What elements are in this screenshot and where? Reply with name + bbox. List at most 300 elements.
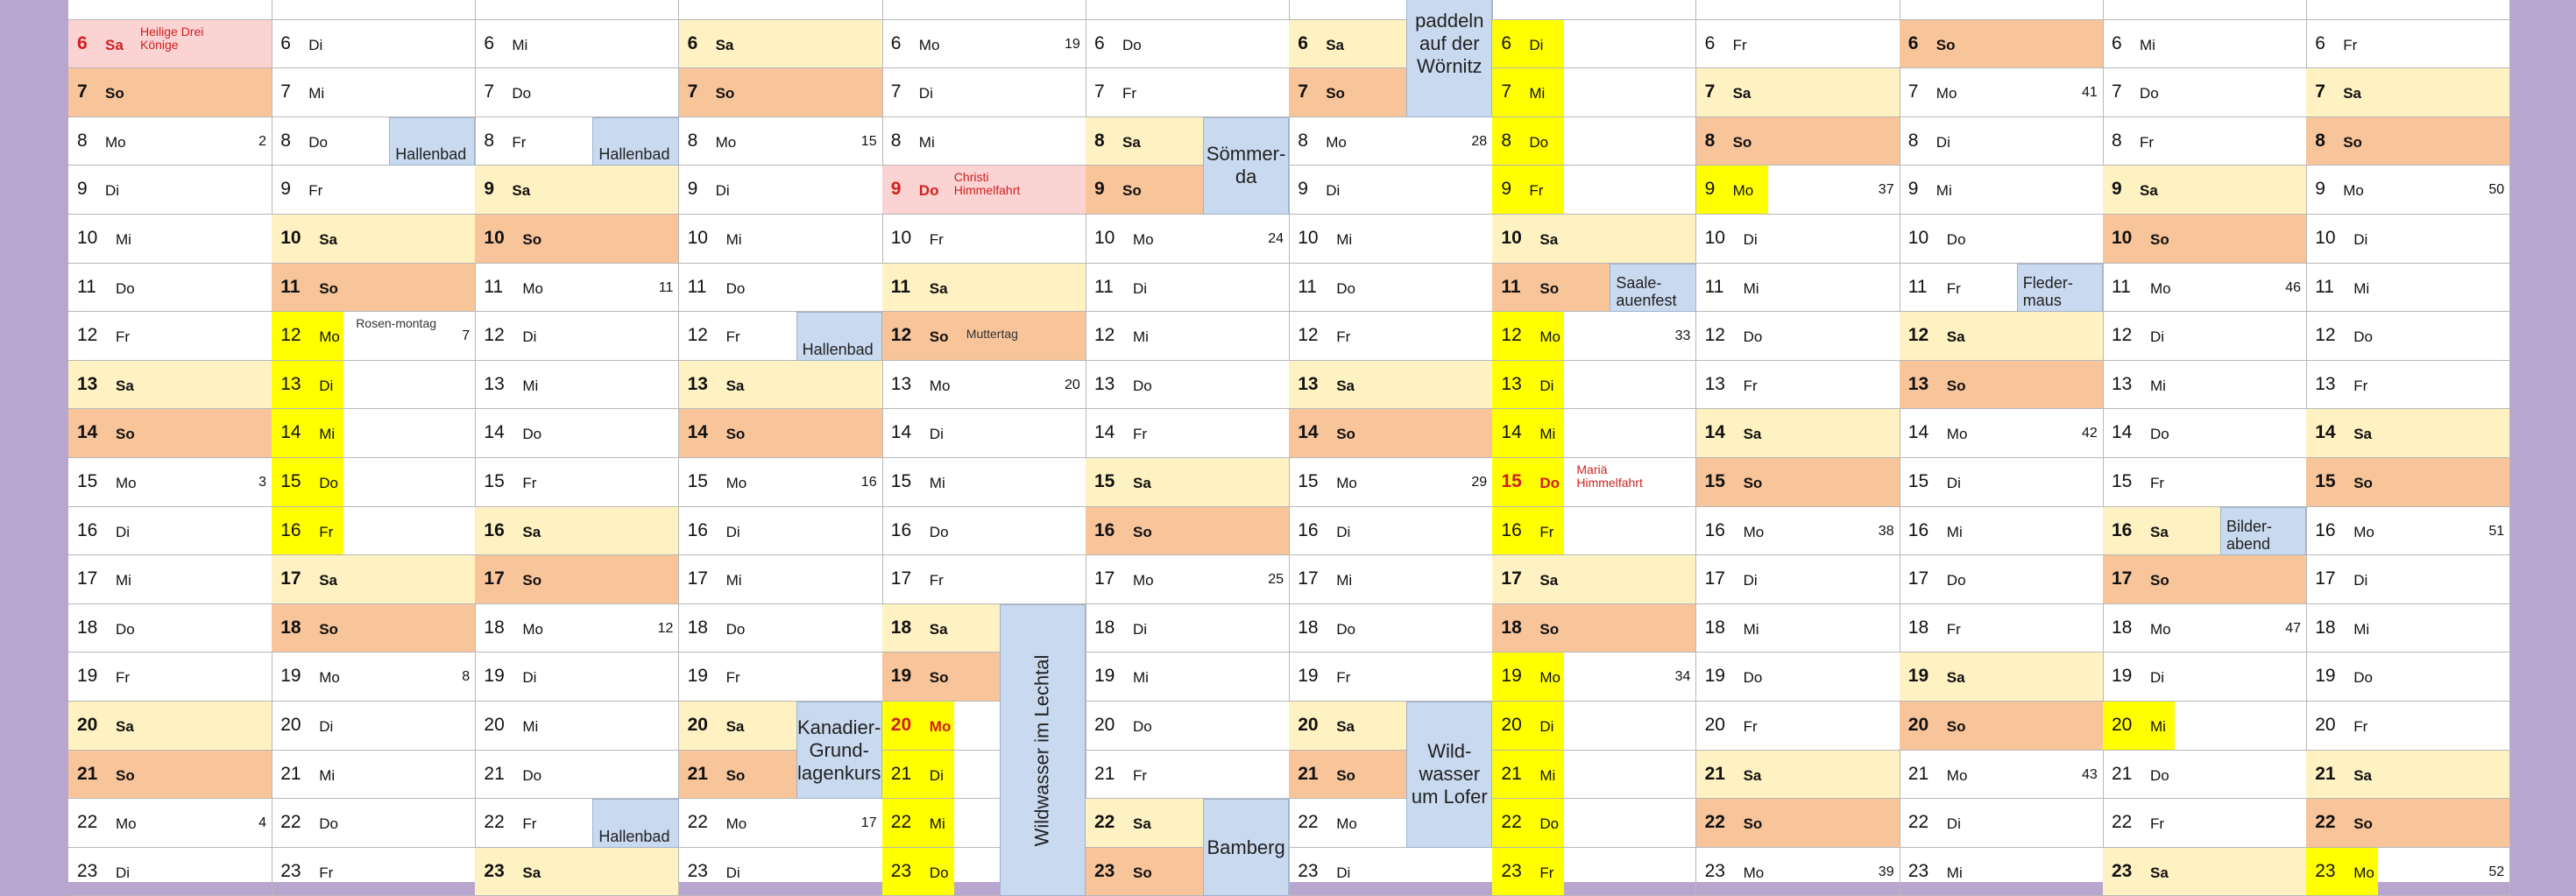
- weekday-label: Sa: [929, 279, 948, 297]
- day-cell[interactable]: [272, 361, 476, 410]
- event-bilderabend[interactable]: [2220, 507, 2306, 556]
- day-number: 23: [687, 860, 708, 881]
- day-number: 11: [484, 276, 504, 297]
- day-cell[interactable]: [1086, 20, 1290, 69]
- day-cell[interactable]: [679, 604, 883, 653]
- weekday-label: Sa: [1743, 766, 1762, 784]
- day-cell[interactable]: [272, 312, 476, 361]
- day-cell[interactable]: [1900, 458, 2104, 507]
- day-cell[interactable]: [1492, 409, 1696, 458]
- day-cell[interactable]: [1900, 68, 2104, 117]
- day-cell[interactable]: [1492, 702, 1696, 751]
- day-cell[interactable]: [68, 20, 272, 69]
- day-number: 13: [2112, 373, 2133, 394]
- day-cell[interactable]: [882, 215, 1086, 264]
- day-cell[interactable]: [1492, 507, 1696, 556]
- day-cell[interactable]: [68, 751, 272, 800]
- day-cell[interactable]: [1696, 848, 1900, 896]
- day-cell[interactable]: [475, 458, 679, 507]
- day-cell[interactable]: [1086, 702, 1290, 751]
- day-cell[interactable]: [679, 361, 883, 410]
- day-number: 13: [484, 373, 505, 394]
- event-bamberg[interactable]: [1203, 799, 1289, 896]
- day-cell[interactable]: [475, 20, 679, 69]
- event-woernitz[interactable]: [1406, 0, 1492, 117]
- day-cell[interactable]: [1086, 361, 1290, 410]
- day-cell[interactable]: [1492, 799, 1696, 848]
- day-cell[interactable]: [2103, 409, 2307, 458]
- day-cell[interactable]: [2103, 215, 2307, 264]
- day-cell[interactable]: [1900, 702, 2104, 751]
- day-cell[interactable]: [1900, 799, 2104, 848]
- weekday-label: Fr: [1336, 669, 1351, 687]
- event-hallenbad-mar8[interactable]: [389, 117, 475, 166]
- event-kanadier[interactable]: [796, 702, 882, 799]
- day-cell[interactable]: [475, 555, 679, 604]
- day-cell[interactable]: [2306, 751, 2510, 800]
- day-cell[interactable]: [882, 166, 1086, 215]
- day-cell[interactable]: [1492, 604, 1696, 653]
- weekday-label: Do: [2353, 328, 2373, 346]
- day-cell[interactable]: [2306, 215, 2510, 264]
- day-number: 11: [1501, 276, 1521, 297]
- weekday-label: Mi: [308, 85, 325, 102]
- day-cell[interactable]: [2306, 458, 2510, 507]
- weekday-label: Mo: [725, 815, 747, 833]
- day-number: 18: [280, 617, 301, 638]
- day-cell[interactable]: [1492, 555, 1696, 604]
- day-cell[interactable]: [1492, 848, 1696, 896]
- event-hallenbad-mar8[interactable]: [592, 117, 678, 166]
- day-cell[interactable]: [1696, 312, 1900, 361]
- day-cell[interactable]: [1492, 361, 1696, 410]
- weekday-label: Di: [1539, 377, 1554, 394]
- day-cell[interactable]: [1289, 264, 1493, 313]
- day-number: 15: [1704, 471, 1725, 491]
- day-cell[interactable]: [1696, 751, 1900, 800]
- day-cell[interactable]: [68, 799, 272, 848]
- weekday-label: So: [2150, 572, 2169, 589]
- day-cell[interactable]: [272, 409, 476, 458]
- day-cell[interactable]: [1696, 799, 1900, 848]
- day-cell[interactable]: [475, 215, 679, 264]
- weekday-label: Sa: [2353, 766, 2372, 784]
- event-wildwasser-lechtal[interactable]: [1000, 604, 1086, 896]
- day-cell[interactable]: [882, 117, 1086, 166]
- weekday-label: Mo: [319, 669, 340, 687]
- weekday-label: Di: [116, 523, 131, 540]
- day-cell[interactable]: [2103, 555, 2307, 604]
- holiday-note: Heilige Drei Könige: [140, 24, 204, 52]
- day-cell[interactable]: [2306, 68, 2510, 117]
- event-hallenbad-apr12[interactable]: [796, 312, 882, 361]
- day-cell[interactable]: [2306, 848, 2510, 896]
- day-cell[interactable]: [1900, 409, 2104, 458]
- day-cell[interactable]: [1900, 507, 2104, 556]
- day-cell[interactable]: [2306, 604, 2510, 653]
- day-cell[interactable]: [1289, 458, 1493, 507]
- weekday-label: Do: [1529, 133, 1549, 151]
- weekday-label: Do: [2150, 426, 2169, 443]
- weekday-label: So: [929, 328, 949, 346]
- day-cell[interactable]: [272, 555, 476, 604]
- day-number: 14: [687, 422, 708, 443]
- day-cell[interactable]: [1696, 507, 1900, 556]
- day-cell[interactable]: [272, 507, 476, 556]
- day-cell[interactable]: [2103, 702, 2307, 751]
- day-cell[interactable]: [1086, 264, 1290, 313]
- day-cell[interactable]: [2306, 799, 2510, 848]
- weekday-label: Mi: [2150, 377, 2166, 394]
- day-number: 6: [2112, 32, 2122, 53]
- weekday-label: Mi: [2353, 279, 2370, 297]
- day-cell[interactable]: [475, 751, 679, 800]
- weekday-label: Mi: [319, 766, 336, 784]
- day-cell[interactable]: [1289, 166, 1493, 215]
- event-lofer[interactable]: [1406, 702, 1492, 848]
- day-cell[interactable]: [2306, 409, 2510, 458]
- day-number: 11: [890, 276, 910, 297]
- day-cell[interactable]: [272, 264, 476, 313]
- day-cell[interactable]: [272, 215, 476, 264]
- day-number: 15: [2315, 471, 2336, 491]
- weekday-label: So: [1539, 279, 1560, 297]
- day-cell[interactable]: [1086, 215, 1290, 264]
- day-cell[interactable]: [1696, 117, 1900, 166]
- day-number: 22: [77, 812, 98, 833]
- day-cell[interactable]: [1492, 117, 1696, 166]
- day-cell[interactable]: [2103, 20, 2307, 69]
- day-cell[interactable]: [68, 68, 272, 117]
- day-number: 7: [687, 81, 698, 102]
- day-cell[interactable]: [679, 653, 883, 702]
- day-cell[interactable]: [475, 653, 679, 702]
- day-cell[interactable]: [1086, 409, 1290, 458]
- weekday-label: Sa: [1133, 475, 1151, 491]
- day-cell[interactable]: [1086, 604, 1290, 653]
- day-cell[interactable]: [272, 604, 476, 653]
- day-cell[interactable]: [1086, 555, 1290, 604]
- day-cell[interactable]: [882, 68, 1086, 117]
- day-cell[interactable]: [2103, 312, 2307, 361]
- day-cell[interactable]: [272, 848, 476, 896]
- weekday-label: Sa: [1732, 85, 1752, 102]
- day-cell[interactable]: [1492, 20, 1696, 69]
- day-cell[interactable]: [1696, 653, 1900, 702]
- weekday-label: Fr: [2353, 718, 2368, 735]
- day-cell[interactable]: [2306, 507, 2510, 556]
- day-cell[interactable]: [1696, 20, 1900, 69]
- day-cell[interactable]: [272, 166, 476, 215]
- day-cell[interactable]: [1492, 458, 1696, 507]
- day-cell[interactable]: [475, 507, 679, 556]
- day-cell[interactable]: [475, 68, 679, 117]
- day-cell[interactable]: [1900, 751, 2104, 800]
- weekday-label: So: [1743, 475, 1763, 491]
- week-number: 33: [1674, 328, 1691, 344]
- day-cell[interactable]: [2306, 361, 2510, 410]
- weekday-label: So: [1946, 718, 1966, 735]
- day-number: 11: [1094, 276, 1114, 297]
- day-cell[interactable]: [1086, 507, 1290, 556]
- day-cell[interactable]: [1289, 409, 1493, 458]
- weekday-label: Do: [929, 864, 949, 881]
- day-cell[interactable]: [1086, 751, 1290, 800]
- day-cell[interactable]: [679, 264, 883, 313]
- day-cell[interactable]: [2306, 20, 2510, 69]
- day-cell[interactable]: [475, 409, 679, 458]
- weekday-label: Do: [1336, 279, 1355, 297]
- day-cell[interactable]: [1492, 653, 1696, 702]
- day-cell[interactable]: [882, 409, 1086, 458]
- weekday-label: Mi: [1133, 328, 1149, 346]
- event-saaleauenfest[interactable]: [1610, 264, 1695, 313]
- day-cell[interactable]: [68, 166, 272, 215]
- day-cell[interactable]: [1696, 68, 1900, 117]
- day-cell[interactable]: [1492, 166, 1696, 215]
- holiday-note: Muttertag: [966, 327, 1018, 342]
- day-cell[interactable]: [679, 20, 883, 69]
- day-cell[interactable]: [1289, 215, 1493, 264]
- day-cell[interactable]: [475, 848, 679, 896]
- day-cell[interactable]: [1696, 702, 1900, 751]
- day-cell[interactable]: [2103, 848, 2307, 896]
- holiday-note: Mariä Himmelfahrt: [1576, 462, 1643, 490]
- day-cell[interactable]: [68, 507, 272, 556]
- event-label: Bilder-abend: [2226, 518, 2273, 554]
- day-cell[interactable]: [1696, 458, 1900, 507]
- day-cell[interactable]: [475, 264, 679, 313]
- day-cell[interactable]: [272, 20, 476, 69]
- day-cell[interactable]: [1900, 215, 2104, 264]
- day-cell[interactable]: [1289, 507, 1493, 556]
- day-cell[interactable]: [1696, 166, 1900, 215]
- day-cell[interactable]: [68, 409, 272, 458]
- day-cell[interactable]: [2103, 751, 2307, 800]
- day-cell[interactable]: [679, 117, 883, 166]
- day-cell[interactable]: [68, 264, 272, 313]
- day-cell[interactable]: [1086, 312, 1290, 361]
- day-cell[interactable]: [2103, 68, 2307, 117]
- day-number: 6: [1298, 32, 1308, 53]
- weekday-label: Di: [2150, 669, 2165, 687]
- event-soemmerda[interactable]: [1203, 117, 1289, 215]
- day-cell[interactable]: [2103, 604, 2307, 653]
- weekday-label: Sa: [1539, 572, 1559, 589]
- weekday-label: Mo: [1539, 328, 1561, 346]
- weekday-label: Di: [2353, 572, 2368, 589]
- day-number: 11: [2315, 276, 2334, 297]
- day-number: 12: [890, 325, 912, 346]
- weekday-label: Di: [1946, 475, 1961, 491]
- day-number: 8: [1501, 130, 1512, 151]
- day-cell[interactable]: [1289, 117, 1493, 166]
- day-cell[interactable]: [1900, 848, 2104, 896]
- day-cell[interactable]: [2103, 361, 2307, 410]
- day-cell[interactable]: [1900, 361, 2104, 410]
- day-cell[interactable]: [679, 799, 883, 848]
- day-cell[interactable]: [2306, 653, 2510, 702]
- day-cell[interactable]: [1289, 848, 1493, 896]
- day-cell[interactable]: [68, 555, 272, 604]
- day-cell[interactable]: [2103, 799, 2307, 848]
- day-cell[interactable]: [882, 458, 1086, 507]
- day-number: 21: [484, 763, 505, 784]
- weekday-label: Fr: [1539, 864, 1554, 881]
- day-cell[interactable]: [2306, 702, 2510, 751]
- day-cell[interactable]: [272, 751, 476, 800]
- day-cell[interactable]: [679, 848, 883, 896]
- day-cell[interactable]: [882, 264, 1086, 313]
- day-cell[interactable]: [1900, 555, 2104, 604]
- weekday-label: Mo: [1743, 864, 1765, 881]
- day-cell[interactable]: [68, 312, 272, 361]
- weekday-label: Fr: [1122, 85, 1137, 102]
- day-cell-partial: [1900, 0, 2104, 20]
- weekday-label: Do: [725, 620, 746, 638]
- day-cell[interactable]: [2103, 264, 2307, 313]
- day-cell[interactable]: [272, 458, 476, 507]
- day-cell[interactable]: [272, 799, 476, 848]
- day-cell[interactable]: [1492, 215, 1696, 264]
- day-cell[interactable]: [1289, 555, 1493, 604]
- day-number: 23: [2112, 860, 2133, 881]
- day-cell[interactable]: [1696, 264, 1900, 313]
- weekday-label: Mi: [1539, 766, 1556, 784]
- day-cell[interactable]: [475, 361, 679, 410]
- day-cell[interactable]: [1289, 653, 1493, 702]
- day-cell[interactable]: [272, 653, 476, 702]
- day-cell[interactable]: [679, 166, 883, 215]
- day-cell[interactable]: [2103, 458, 2307, 507]
- day-cell[interactable]: [1900, 604, 2104, 653]
- week-number: 34: [1674, 669, 1691, 685]
- day-cell[interactable]: [2306, 117, 2510, 166]
- day-cell[interactable]: [1696, 361, 1900, 410]
- day-number: 9: [2112, 179, 2122, 200]
- day-number: 18: [890, 617, 912, 638]
- day-cell[interactable]: [679, 68, 883, 117]
- day-number: 23: [1298, 860, 1319, 881]
- weekday-label: Di: [319, 377, 334, 394]
- day-number: 21: [1298, 763, 1319, 784]
- day-cell[interactable]: [272, 68, 476, 117]
- day-cell[interactable]: [882, 507, 1086, 556]
- day-cell[interactable]: [1086, 458, 1290, 507]
- day-number: 18: [2112, 617, 2133, 638]
- month-column-nov: [2103, 0, 2307, 882]
- day-cell[interactable]: [1900, 166, 2104, 215]
- day-number: 10: [280, 228, 301, 248]
- day-cell[interactable]: [1086, 653, 1290, 702]
- day-cell[interactable]: [68, 702, 272, 751]
- day-cell[interactable]: [68, 361, 272, 410]
- day-cell[interactable]: [2103, 117, 2307, 166]
- day-cell[interactable]: [1900, 20, 2104, 69]
- day-cell[interactable]: [679, 215, 883, 264]
- weekday-label: Do: [1133, 377, 1152, 394]
- day-cell[interactable]: [68, 458, 272, 507]
- day-cell[interactable]: [475, 702, 679, 751]
- day-number: 12: [2112, 325, 2133, 346]
- day-cell[interactable]: [679, 458, 883, 507]
- day-cell[interactable]: [1289, 604, 1493, 653]
- day-cell[interactable]: [475, 312, 679, 361]
- day-number: 22: [1094, 812, 1115, 833]
- day-number: 6: [77, 32, 88, 53]
- day-number: 19: [1907, 666, 1929, 687]
- day-cell[interactable]: [68, 848, 272, 896]
- day-cell[interactable]: [1696, 215, 1900, 264]
- day-cell[interactable]: [2306, 555, 2510, 604]
- day-cell[interactable]: [1900, 653, 2104, 702]
- day-cell[interactable]: [1696, 604, 1900, 653]
- weekday-label: Mi: [116, 231, 131, 248]
- weekday-label: Mi: [512, 36, 528, 53]
- weekday-label: Do: [308, 133, 328, 151]
- weekday-label: Di: [725, 523, 740, 540]
- day-cell[interactable]: [882, 312, 1086, 361]
- day-cell-partial: [475, 0, 679, 20]
- weekday-label: Fr: [1133, 766, 1148, 784]
- day-cell[interactable]: [1086, 68, 1290, 117]
- day-cell[interactable]: [2306, 166, 2510, 215]
- day-cell[interactable]: [1289, 312, 1493, 361]
- day-number: 7: [280, 81, 291, 102]
- day-cell[interactable]: [2103, 166, 2307, 215]
- day-cell[interactable]: [1900, 312, 2104, 361]
- day-cell[interactable]: [68, 215, 272, 264]
- day-cell[interactable]: [475, 166, 679, 215]
- day-cell[interactable]: [68, 653, 272, 702]
- weekday-label: Sa: [1946, 669, 1965, 687]
- day-cell[interactable]: [2306, 312, 2510, 361]
- weekday-label: Mo: [1326, 133, 1347, 151]
- day-cell[interactable]: [882, 361, 1086, 410]
- day-cell[interactable]: [679, 507, 883, 556]
- day-cell[interactable]: [1696, 409, 1900, 458]
- day-cell[interactable]: [2103, 653, 2307, 702]
- week-number: 15: [860, 133, 877, 149]
- day-cell[interactable]: [1696, 555, 1900, 604]
- weekday-label: Fr: [1336, 328, 1351, 346]
- day-cell[interactable]: [1492, 751, 1696, 800]
- day-cell[interactable]: [679, 555, 883, 604]
- day-cell[interactable]: [475, 604, 679, 653]
- day-number: 23: [484, 860, 505, 881]
- day-cell[interactable]: [1492, 312, 1696, 361]
- day-cell[interactable]: [2306, 264, 2510, 313]
- weekday-label: So: [1326, 85, 1345, 102]
- day-cell[interactable]: [68, 604, 272, 653]
- day-cell[interactable]: [1900, 117, 2104, 166]
- day-cell[interactable]: [68, 117, 272, 166]
- week-number: 3: [258, 475, 266, 490]
- day-cell[interactable]: [1289, 361, 1493, 410]
- event-label: Hallenbad: [598, 145, 670, 164]
- day-number: 11: [1704, 276, 1724, 297]
- event-label: Hallenbad: [802, 340, 874, 358]
- day-cell[interactable]: [1492, 68, 1696, 117]
- day-cell[interactable]: [882, 20, 1086, 69]
- day-cell[interactable]: [272, 702, 476, 751]
- day-cell[interactable]: [679, 409, 883, 458]
- weekday-label: Fr: [1133, 426, 1148, 443]
- event-fledermaus[interactable]: [2017, 264, 2103, 313]
- event-hallenbad-mar22[interactable]: [592, 799, 678, 848]
- day-cell[interactable]: [882, 555, 1086, 604]
- weekday-label: Di: [929, 766, 944, 784]
